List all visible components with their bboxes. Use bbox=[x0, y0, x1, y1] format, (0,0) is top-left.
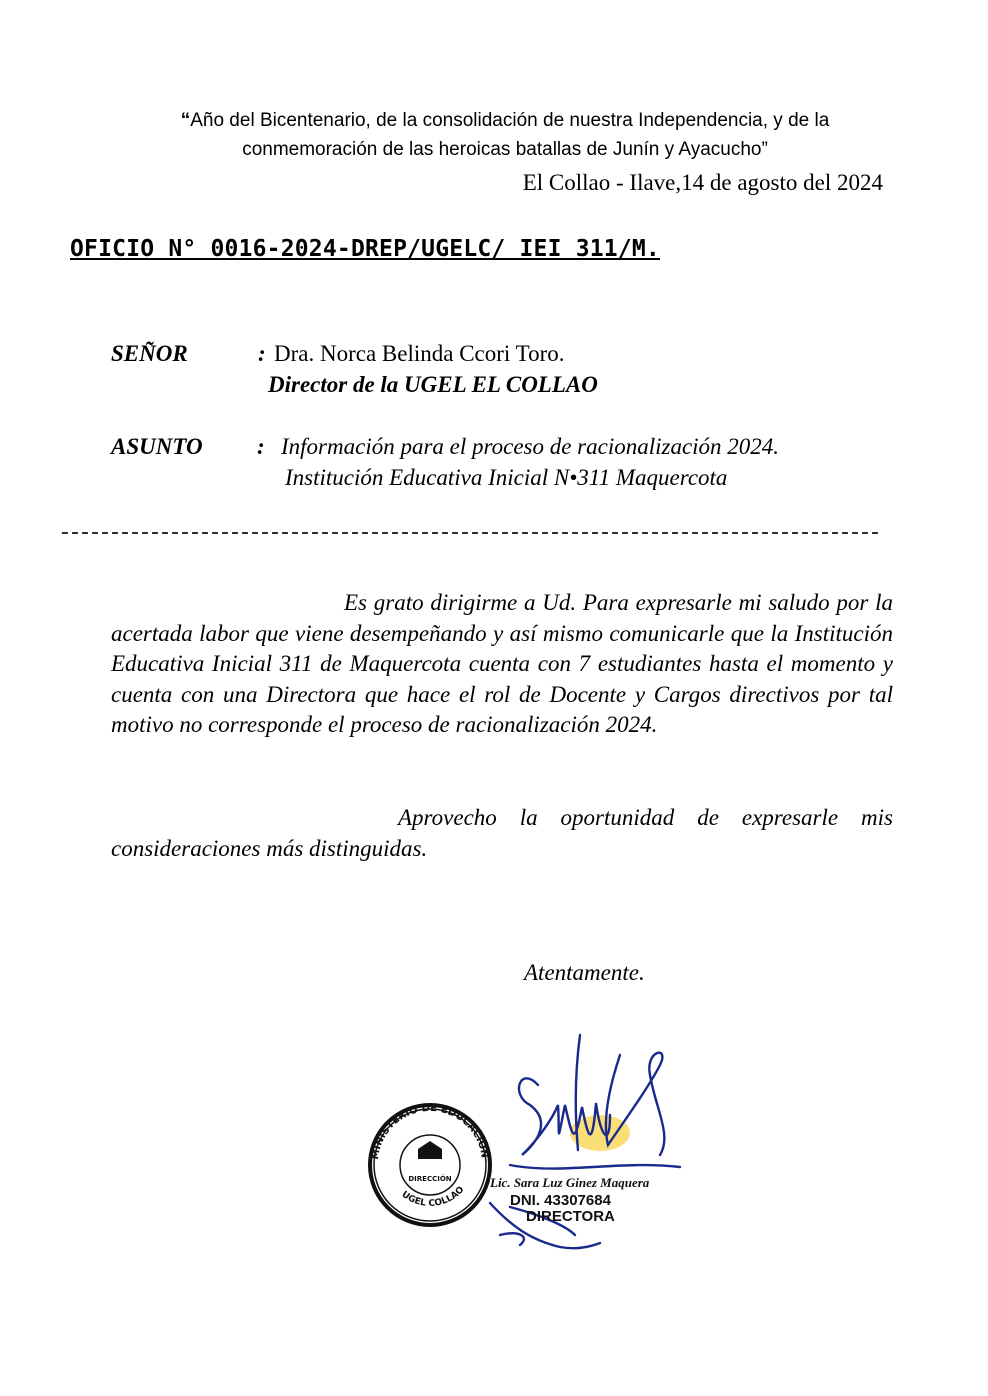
recipient-label: SEÑOR bbox=[111, 341, 188, 366]
year-motto-open-quote: “ bbox=[180, 110, 191, 131]
body-paragraph-2: Aprovecho la oportunidad de expresarle mis consideraciones más distinguidas. bbox=[111, 805, 893, 861]
recipient-colon: : bbox=[258, 341, 266, 366]
signature-and-seal bbox=[360, 1025, 700, 1265]
subject-colon: : bbox=[257, 434, 265, 459]
year-motto-line1: Año del Bicentenario, de la consolidación de nuestra Independencia, y de la bbox=[190, 110, 830, 131]
subject-label: ASUNTO bbox=[111, 434, 203, 459]
signer-name: Lic. Sara Luz Ginez Maquera bbox=[490, 1175, 650, 1190]
seal-center-text: DIRECCIÓN bbox=[408, 1175, 452, 1183]
official-seal bbox=[370, 1103, 490, 1225]
year-motto-line2: conmemoración de las heroicas batallas de Junín y Ayacucho” bbox=[242, 139, 768, 160]
year-motto bbox=[120, 106, 890, 164]
signature-block bbox=[360, 1025, 700, 1265]
place-date: El Collao - Ilave,14 de agosto del 2024 bbox=[522, 170, 883, 195]
closing: Atentamente. bbox=[524, 960, 645, 985]
subject-line1: Información para el proceso de racionalización 2024. bbox=[281, 434, 780, 459]
seal-text-bottom: UGEL COLLAO bbox=[399, 1184, 467, 1209]
signer-dni: DNI. 43307684 bbox=[510, 1192, 611, 1209]
recipient-name: Dra. Norca Belinda Ccori Toro. bbox=[274, 341, 565, 366]
svg-text:UGEL COLLAO bbox=[399, 1185, 466, 1209]
subject-line2: Institución Educativa Inicial N•311 Maquercota bbox=[285, 465, 728, 490]
seal-text-top: MINISTERIO DE EDUCACIÓN bbox=[369, 1102, 490, 1161]
oficio-number: OFICIO N° 0016-2024-DREP/UGELC/ IEI 311/M. bbox=[70, 236, 660, 262]
signer-position: DIRECTORA bbox=[526, 1208, 615, 1225]
dashed-divider bbox=[62, 532, 878, 534]
recipient-role: Director de la UGEL EL COLLAO bbox=[268, 372, 598, 397]
body-paragraph-1: Es grato dirigirme a Ud. Para expresarle mi saludo por la acertada labor que viene desempeñando y así mismo comunicarle que la Institución Educativa Inicial 311 de Maquercota cuenta con 7 estudiantes hasta el momento y cuenta con una Directora que hace el rol de Docente y Cargos directivos por tal motivo no corresponde el proceso de racionalización 2024. bbox=[111, 590, 893, 737]
